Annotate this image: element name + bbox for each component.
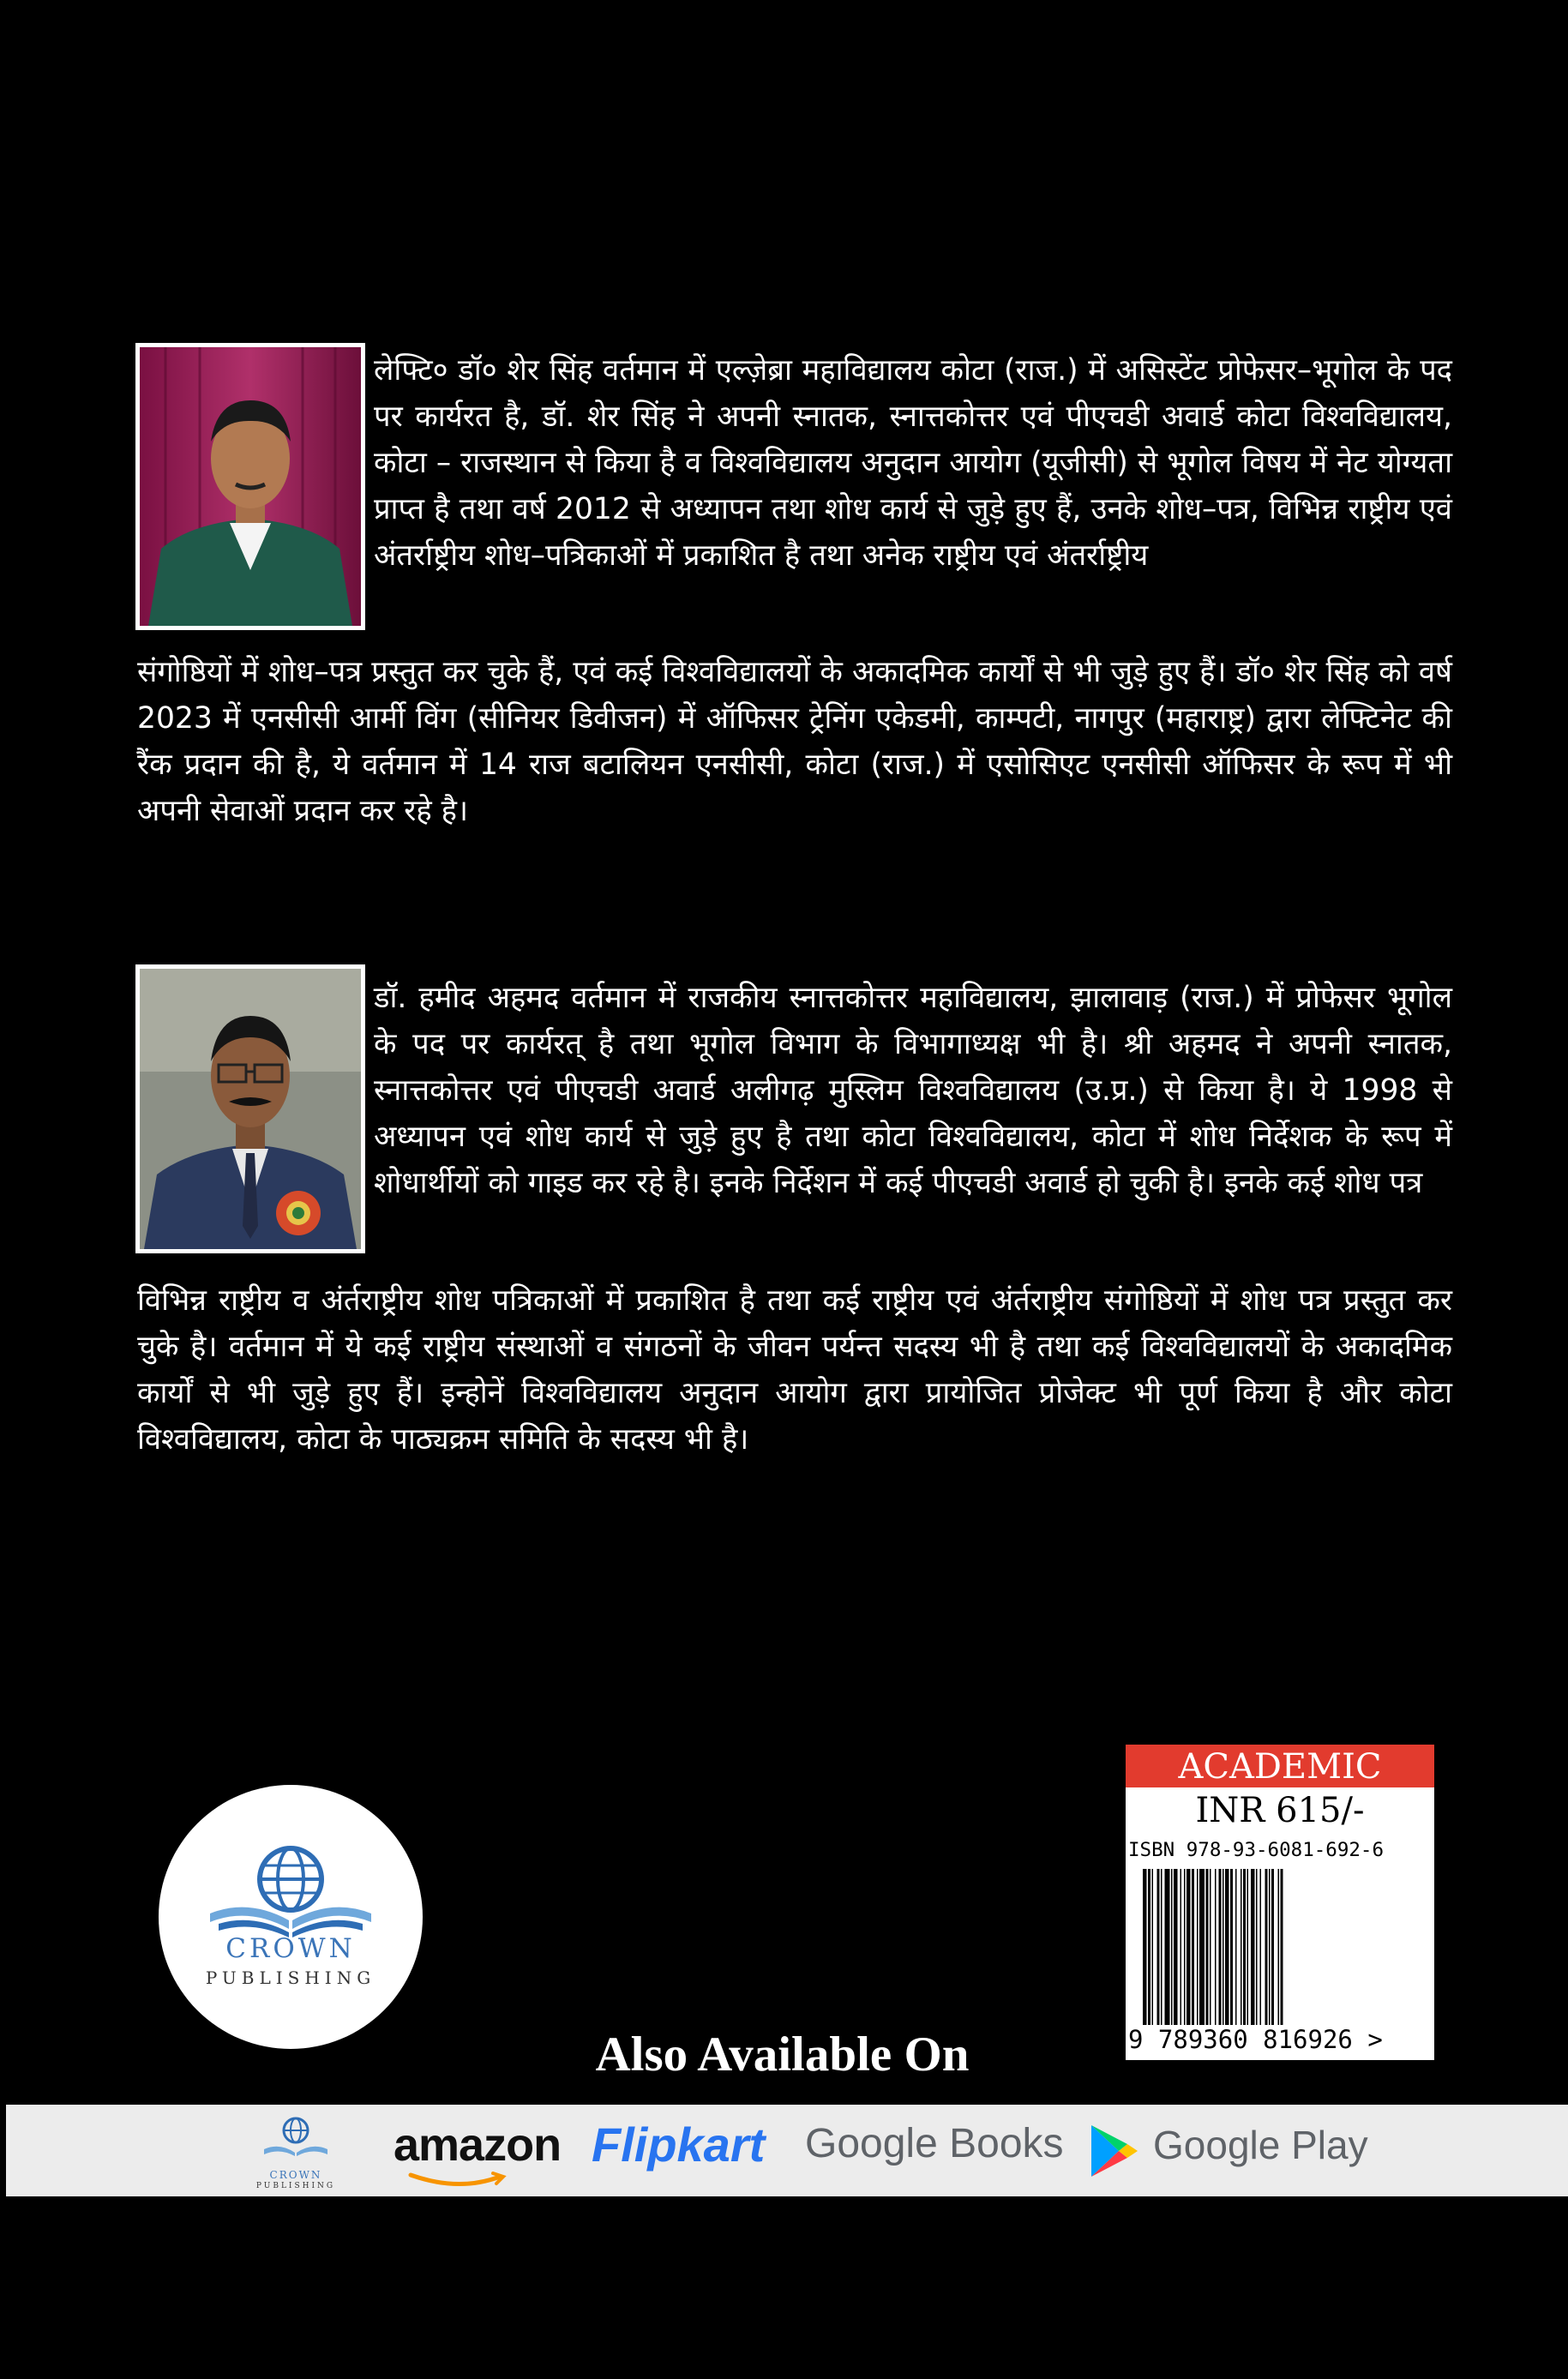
barcode	[1143, 1869, 1417, 2025]
mini-publisher-name: CROWN	[269, 2169, 322, 2181]
author-2-portrait	[140, 969, 361, 1249]
store-bar	[6, 2105, 1568, 2196]
store-amazon[interactable]: amazon	[394, 2119, 562, 2171]
price-label: INR 615/-	[1195, 1791, 1365, 1830]
author-2-bio-full: विभिन्न राष्ट्रीय व अंर्तराष्ट्रीय शोध पत्रिकाओं में प्रकाशित है तथा कई राष्ट्रीय एवं अंर्तराष्ट्रीय संगोष्ठियों में शोध पत्र प्रस्तुत कर चुके है। वर्तमान में ये कई राष्ट्रीय संस्थाओं व संगठनों के जीवन पर्यन्त सदस्य भी है तथा कई विश्वविद्यालयों के अकादमिक कार्यों से भी जुड़े हुए हैं। इन्होनें विश्वविद्यालय अनुदान आयोग द्वारा प्रायोजित प्रोजेक्ट भी पूर्ण किया है और कोटा विश्वविद्यालय, कोटा के पाठ्यक्रम समिति के सदस्य भी है।	[137, 1283, 1452, 1457]
author-1-photo	[135, 343, 365, 630]
crown-mini-logo-icon	[249, 2112, 343, 2172]
globe-book-icon	[159, 1785, 423, 2049]
author-2-photo	[135, 964, 365, 1253]
category-label: ACADEMIC	[1126, 1745, 1434, 1787]
publisher-name: CROWN	[225, 1933, 356, 1964]
store-google-books[interactable]: Google Books	[805, 2121, 1064, 2166]
barcode-digits: 9 789360 816926 >	[1128, 2025, 1383, 2054]
google-play-icon	[1088, 2122, 1141, 2180]
mini-publisher-subname: PUBLISHING	[255, 2182, 336, 2190]
amazon-smile-icon	[407, 2172, 510, 2192]
also-available-heading: Also Available On	[595, 2028, 970, 2082]
isbn-number: ISBN 978-93-6081-692-6	[1128, 1839, 1385, 1861]
price-isbn-box	[1126, 1745, 1434, 2060]
publisher-subname: PUBLISHING	[205, 1967, 376, 1988]
store-google-play[interactable]: Google Play	[1153, 2123, 1368, 2167]
author-1-bio-wrap: लेफ्टि० डॉ० शेर सिंह वर्तमान में एल्जे़ब्रा महाविद्यालय कोटा (राज.) में असिस्टेंट प्रोफेसर–भूगोल के पद पर कार्यरत है, डॉ. शेर सिंह ने अपनी स्नातक, स्नात्तकोत्तर एवं पीएचडी अवार्ड कोटा विश्वविद्यालय, कोटा – राजस्थान से किया है व विश्वविद्यालय अनुदान आयोग (यूजीसी) से भूगोल विषय में नेट योग्यता प्राप्त है तथा वर्ष 2012 से अध्यापन तथा शोध कार्य से जुड़े हुए हैं, उनके शोध–पत्र, विभिन्न राष्ट्रीय एवं अंतर्राष्ट्रीय शोध–पत्रिकाओं में प्रकाशित है तथा अनेक राष्ट्रीय एवं अंतर्राष्ट्रीय	[374, 353, 1452, 573]
publisher-logo	[159, 1785, 423, 2049]
author-2-bio-wrap: डॉ. हमीद अहमद वर्तमान में राजकीय स्नात्तकोत्तर महाविद्यालय, झालावाड़ (राज.) में प्रोफेसर भूगोल के पद पर कार्यरत् है तथा भूगोल विभाग के विभागाध्यक्ष भी है। श्री अहमद ने अपनी स्नातक, स्नात्तकोत्तर एवं पीएचडी अवार्ड अलीगढ़ मुस्लिम विश्वविद्यालय (उ.प्र.) से किया है। ये 1998 से अध्यापन एवं शोध कार्य से जुड़े हुए है तथा कोटा विश्वविद्यालय, कोटा में शोध निर्देशक के रूप में शोधार्थीयों को गाइड कर रहे है। इनके निर्देशन में कई पीएचडी अवार्ड हो चुकी है। इनके कई शोध पत्र	[374, 981, 1452, 1200]
store-flipkart[interactable]: Flipkart	[592, 2118, 766, 2172]
author-1-bio-full: संगोष्ठियों में शोध–पत्र प्रस्तुत कर चुके हैं, एवं कई विश्वविद्यालयों के अकादमिक कार्यों से भी जुड़े हुए हैं। डॉ० शेर सिंह को वर्ष 2023 में एनसीसी आर्मी विंग (सीनियर डिवीजन) में ऑफिसर ट्रेनिंग एकेडमी, काम्पटी, नागपुर (महाराष्ट्र) द्वारा लेफ्टिनेट की रैंक प्रदान की है, ये वर्तमान में 14 राज बटालियन एनसीसी, कोटा (राज.) में एसोसिएट एनसीसी ऑफिसर के रूप में भी अपनी सेवाओं प्रदान कर रहे है।	[137, 655, 1452, 828]
author-1-portrait	[140, 347, 361, 626]
